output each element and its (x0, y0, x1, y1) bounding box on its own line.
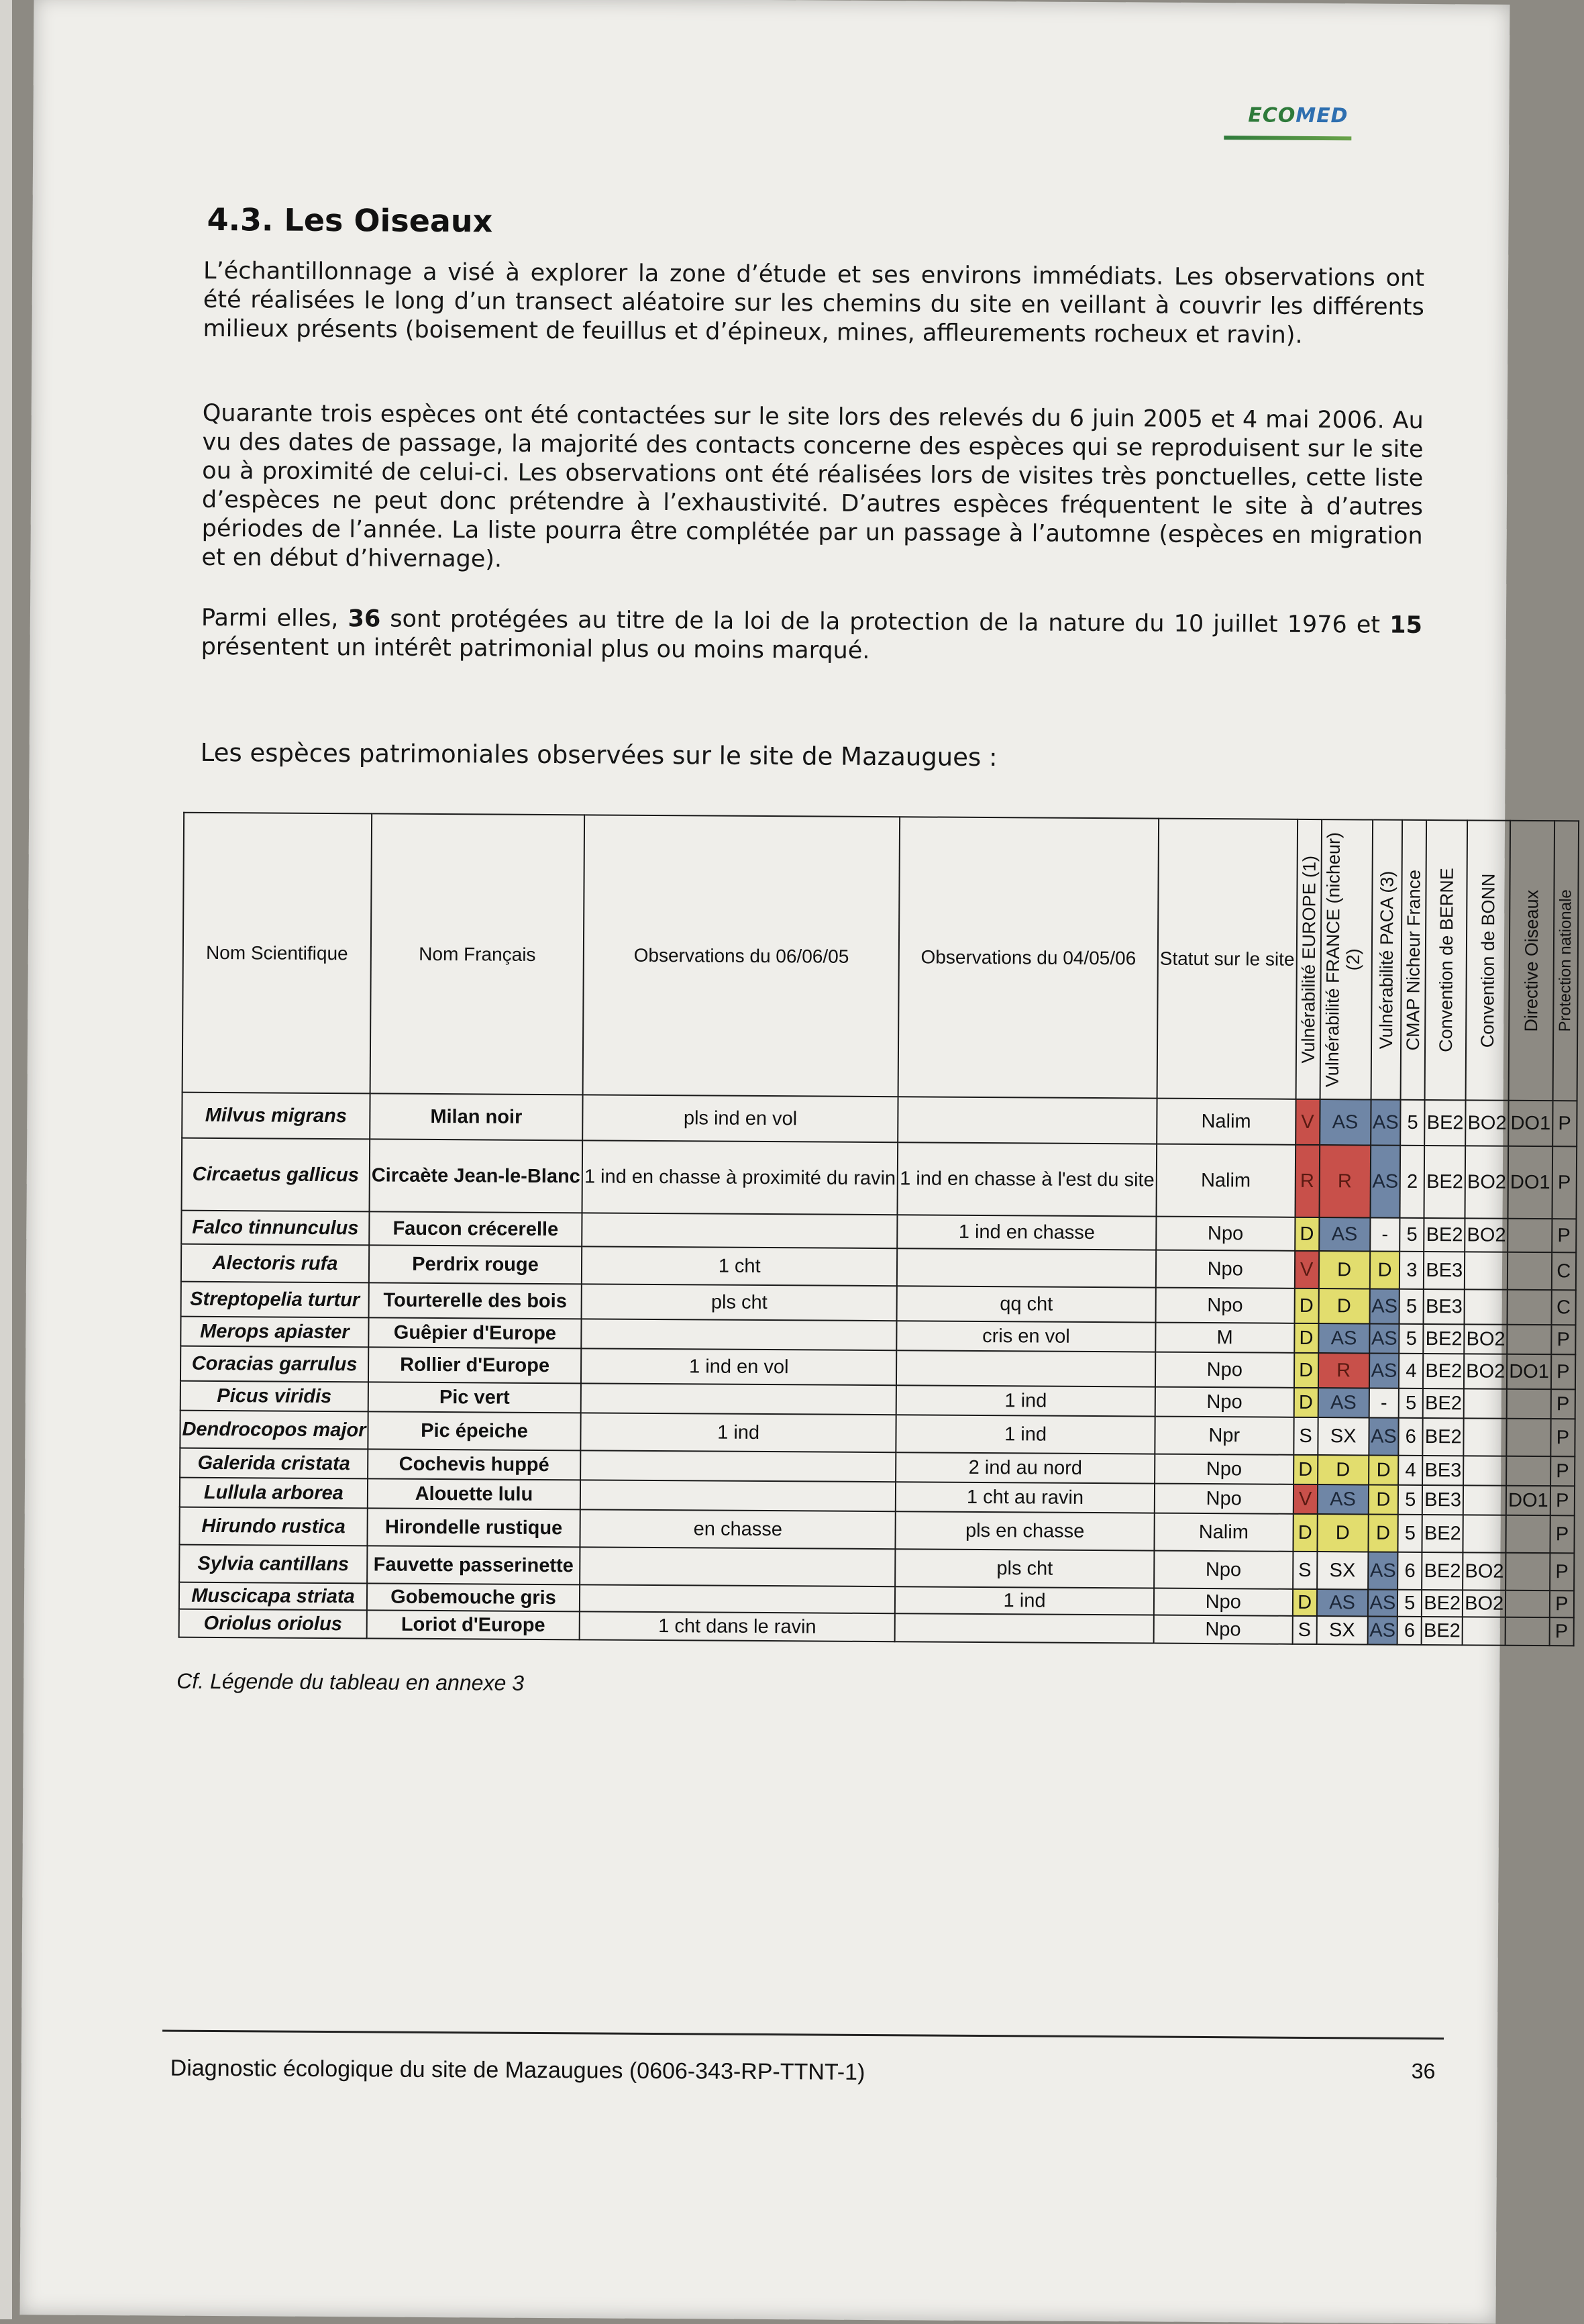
cell-vuln-eu: D (1293, 1455, 1318, 1484)
cell-cmap: 6 (1397, 1552, 1422, 1590)
cell-vuln-paca: D (1368, 1515, 1398, 1552)
cell-obs2: 1 ind en chasse (897, 1215, 1156, 1250)
cell-directive (1506, 1553, 1550, 1590)
cell-sci: Circaetus gallicus (182, 1138, 370, 1212)
cell-sci: Muscicapa striata (179, 1582, 367, 1611)
cell-sci: Hirundo rustica (179, 1507, 367, 1546)
cell-vuln-fr: AS (1320, 1099, 1371, 1145)
paragraph-2: Quarante trois espèces ont été contactées sur le site lors des relevés du 6 juin 2005 et 4 mai 2006. Au vu des dates de passage, la majorité des contacts concerne des espèces qui se reproduisent sur le site ou à proximité de celui-ci. Les observations ont été réalisées lors de visites très ponctuelles, cette liste d’espèces ne peut donc prétendre à l’exhaustivité. D’autres espèces fréquentent le site à d’autres périodes de l’année. La liste pourra être complétée par un passage à l’automne (espèces en migration et en début d’hivernage). (201, 399, 1424, 573)
cell-berne: BE2 (1424, 1100, 1465, 1146)
cell-fr: Milan noir (370, 1093, 583, 1140)
cell-cmap: 5 (1399, 1388, 1423, 1418)
table-caption: Cf. Légende du tableau en annexe 3 (176, 1668, 525, 1695)
cell-vuln-eu: V (1293, 1484, 1317, 1514)
cell-berne: BE2 (1424, 1146, 1465, 1218)
cell-vuln-fr: AS (1318, 1388, 1369, 1417)
cell-vuln-fr: D (1318, 1455, 1369, 1484)
cell-sci: Lullula arborea (180, 1478, 368, 1509)
cell-cmap: 3 (1400, 1252, 1424, 1289)
cell-vuln-fr: SX (1316, 1616, 1367, 1644)
table-header-row (182, 813, 1579, 1101)
cell-bonn: BO2 (1465, 1100, 1508, 1146)
cell-statut: Npo (1155, 1352, 1294, 1388)
cell-cmap: 6 (1397, 1617, 1422, 1645)
cell-bonn: BO2 (1463, 1590, 1506, 1617)
cell-protection: C (1552, 1252, 1576, 1290)
cell-cmap: 5 (1400, 1289, 1424, 1324)
cell-obs1 (582, 1213, 898, 1248)
cell-bonn (1465, 1289, 1508, 1324)
cell-directive (1506, 1419, 1550, 1456)
cell-protection: P (1552, 1219, 1576, 1252)
cell-cmap: 5 (1400, 1218, 1424, 1252)
cell-vuln-paca: - (1369, 1388, 1399, 1418)
cell-obs2: 1 ind (896, 1385, 1155, 1416)
logo-eco: ECO (1248, 103, 1296, 128)
cell-berne: BE3 (1422, 1456, 1463, 1485)
cell-vuln-paca: AS (1367, 1590, 1397, 1617)
cell-obs2: 1 ind (895, 1586, 1154, 1615)
page-edge (0, 0, 12, 2319)
cell-berne: BE2 (1424, 1218, 1465, 1252)
cell-fr: Loriot d'Europe (367, 1610, 580, 1639)
cell-obs1: 1 ind en chasse à proximité du ravin (582, 1140, 898, 1215)
cell-directive (1508, 1252, 1552, 1290)
cell-obs1 (580, 1547, 896, 1586)
cell-berne: BE3 (1424, 1252, 1465, 1289)
cell-obs1: 1 cht dans le ravin (580, 1611, 896, 1641)
cell-fr: Guêpier d'Europe (368, 1317, 581, 1348)
header-cmap-label: CMAP Nicheur France (1403, 869, 1424, 1051)
table-body (179, 1093, 1577, 1646)
cell-statut: M (1155, 1323, 1294, 1353)
cell-bonn (1463, 1515, 1506, 1552)
header-vuln-europe-label: Vulnérabilité EUROPE (1) (1298, 855, 1320, 1064)
cell-fr: Pic épeiche (368, 1411, 580, 1450)
p3-text-b: sont protégées au titre de la loi de la protection de la nature du 10 juillet 1976 et (380, 605, 1390, 639)
header-bonn (1466, 820, 1511, 1100)
cell-fr: Hirondelle rustique (367, 1508, 580, 1547)
cell-protection: P (1550, 1515, 1574, 1553)
cell-vuln-eu: D (1294, 1323, 1318, 1353)
cell-cmap: 4 (1399, 1354, 1423, 1388)
cell-vuln-fr: D (1317, 1514, 1368, 1552)
cell-statut: Npo (1153, 1615, 1292, 1644)
cell-fr: Rollier d'Europe (368, 1347, 581, 1383)
cell-obs1: en chasse (580, 1509, 896, 1549)
cell-vuln-fr: R (1319, 1145, 1371, 1217)
header-statut: Statut sur le site (1157, 819, 1297, 1099)
cell-statut: Npo (1156, 1217, 1295, 1251)
cell-statut: Npo (1155, 1484, 1293, 1514)
cell-cmap: 4 (1398, 1456, 1422, 1485)
cell-obs1 (581, 1319, 897, 1350)
cell-fr: Tourterelle des bois (368, 1282, 581, 1319)
cell-vuln-paca: - (1370, 1218, 1400, 1252)
cell-protection: P (1552, 1146, 1577, 1219)
cell-protection: C (1551, 1290, 1575, 1325)
cell-vuln-eu: S (1292, 1616, 1316, 1644)
cell-berne: BE3 (1424, 1289, 1465, 1324)
cell-fr: Faucon crécerelle (369, 1211, 582, 1246)
cell-vuln-paca: AS (1370, 1146, 1400, 1218)
cell-directive (1507, 1325, 1551, 1354)
cell-vuln-fr: AS (1317, 1484, 1368, 1514)
cell-cmap: 5 (1400, 1100, 1424, 1146)
cell-obs1 (580, 1584, 896, 1613)
cell-vuln-eu: D (1295, 1217, 1319, 1251)
cell-sci: Milvus migrans (182, 1093, 370, 1140)
header-directive (1509, 821, 1554, 1101)
p3-count-heritage: 15 (1389, 611, 1423, 639)
cell-vuln-paca: AS (1369, 1354, 1400, 1388)
cell-protection: P (1552, 1101, 1577, 1146)
cell-vuln-fr: D (1318, 1289, 1369, 1323)
header-protection (1552, 821, 1579, 1101)
paragraph-3 (201, 604, 1422, 669)
header-nom-scientifique: Nom Scientifique (182, 813, 372, 1094)
cell-fr: Gobemouche gris (367, 1583, 580, 1611)
cell-obs1 (580, 1450, 896, 1482)
footer-divider (162, 2030, 1444, 2040)
ecomed-logo (1248, 103, 1348, 128)
cell-berne: BE2 (1424, 1324, 1465, 1354)
cell-cmap: 6 (1399, 1418, 1423, 1456)
cell-obs2: qq cht (897, 1286, 1156, 1322)
cell-obs1: 1 cht (582, 1246, 898, 1286)
cell-directive (1506, 1515, 1550, 1553)
cell-directive (1507, 1389, 1551, 1419)
cell-berne: BE2 (1423, 1388, 1464, 1418)
cell-vuln-eu: D (1292, 1589, 1316, 1616)
cell-statut: Npo (1155, 1387, 1294, 1417)
header-berne (1425, 820, 1467, 1100)
cell-directive (1506, 1617, 1550, 1646)
cell-directive: DO1 (1508, 1146, 1552, 1219)
table-row (182, 1093, 1577, 1147)
cell-sci: Falco tinnunculus (181, 1211, 369, 1246)
cell-sci: Oriolus oriolus (179, 1609, 367, 1639)
cell-vuln-fr: R (1318, 1353, 1369, 1388)
cell-protection: P (1549, 1617, 1573, 1646)
cell-berne: BE2 (1422, 1617, 1463, 1645)
cell-protection: P (1550, 1419, 1575, 1456)
cell-bonn (1463, 1485, 1506, 1515)
p3-count-protected: 36 (348, 605, 381, 633)
cell-protection: P (1551, 1354, 1575, 1389)
p3-text-a: Parmi elles, (201, 604, 348, 633)
cell-obs2 (897, 1248, 1156, 1287)
cell-protection: P (1551, 1325, 1575, 1354)
header-nom-francais: Nom Français (370, 813, 585, 1095)
cell-vuln-eu: S (1293, 1417, 1318, 1455)
cell-vuln-paca: AS (1367, 1617, 1397, 1645)
header-protection-label: Protection nationale (1555, 889, 1575, 1032)
cell-statut: Npo (1156, 1250, 1295, 1289)
cell-sci: Alectoris rufa (181, 1244, 369, 1283)
cell-directive (1508, 1290, 1552, 1325)
cell-bonn: BO2 (1463, 1552, 1506, 1590)
cell-sci: Coracias garrulus (180, 1346, 368, 1382)
cell-bonn (1464, 1388, 1507, 1418)
species-table-wrap (178, 812, 1579, 1647)
cell-obs2 (896, 1350, 1155, 1386)
table-intro: Les espèces patrimoniales observées sur le site de Mazaugues : (200, 738, 998, 772)
cell-vuln-eu: D (1294, 1353, 1318, 1388)
cell-fr: Circaète Jean-le-Blanc (369, 1139, 582, 1213)
cell-sci: Sylvia cantillans (179, 1545, 367, 1584)
header-obs-2006: Observations du 04/05/06 (898, 817, 1159, 1098)
cell-vuln-fr: SX (1317, 1552, 1368, 1589)
header-obs-2005: Observations du 06/06/05 (583, 815, 900, 1097)
cell-statut: Npo (1154, 1551, 1293, 1589)
cell-obs1: pls ind en vol (582, 1095, 898, 1142)
cell-bonn: BO2 (1464, 1324, 1507, 1354)
cell-statut: Nalim (1156, 1144, 1295, 1217)
cell-sci: Picus viridis (180, 1381, 368, 1412)
cell-obs2: 2 ind au nord (896, 1452, 1155, 1483)
header-vuln-france-label: Vulnérabilité FRANCE (nicheur) (2) (1322, 831, 1363, 1087)
cell-sci: Galerida cristata (180, 1448, 368, 1479)
header-bonn-label: Convention de BONN (1477, 873, 1499, 1048)
cell-bonn (1463, 1456, 1506, 1485)
cell-obs2: pls cht (895, 1549, 1154, 1588)
section-title: 4.3. Les Oiseaux (207, 201, 493, 240)
logo-swoosh (1224, 136, 1351, 140)
header-berne-label: Convention de BERNE (1435, 868, 1457, 1053)
cell-vuln-eu: R (1295, 1145, 1320, 1217)
cell-statut: Npo (1155, 1454, 1293, 1484)
cell-directive (1506, 1590, 1550, 1617)
cell-fr: Fauvette passerinette (367, 1546, 580, 1584)
header-directive-label: Directive Oiseaux (1521, 889, 1542, 1032)
cell-vuln-paca: AS (1371, 1100, 1401, 1146)
cell-cmap: 5 (1397, 1590, 1422, 1617)
cell-obs2 (898, 1097, 1157, 1144)
cell-vuln-paca: D (1368, 1485, 1398, 1515)
cell-obs1: pls cht (582, 1284, 898, 1321)
header-vuln-europe (1296, 819, 1322, 1099)
page-number: 36 (1411, 2058, 1436, 2084)
cell-obs1: 1 ind en vol (581, 1348, 897, 1385)
cell-sci: Merops apiaster (180, 1317, 368, 1348)
cell-statut: Nalim (1154, 1513, 1293, 1552)
cell-berne: BE2 (1423, 1354, 1464, 1388)
cell-obs2: cris en vol (897, 1321, 1156, 1352)
cell-protection: P (1550, 1553, 1574, 1590)
cell-sci: Dendrocopos major (180, 1411, 368, 1450)
cell-vuln-eu: S (1293, 1552, 1317, 1589)
cell-vuln-eu: D (1294, 1289, 1318, 1323)
cell-vuln-fr: D (1318, 1251, 1369, 1289)
cell-vuln-eu: D (1293, 1388, 1318, 1417)
table-row (182, 1138, 1577, 1219)
cell-fr: Alouette lulu (368, 1478, 580, 1509)
cell-vuln-paca: AS (1369, 1418, 1399, 1456)
cell-fr: Perdrix rouge (369, 1245, 582, 1284)
cell-bonn: BO2 (1465, 1218, 1508, 1252)
cell-vuln-fr: SX (1318, 1417, 1369, 1455)
cell-bonn: BO2 (1464, 1354, 1507, 1388)
cell-vuln-paca: D (1369, 1252, 1400, 1289)
cell-vuln-eu: V (1294, 1251, 1318, 1289)
footer-text: Diagnostic écologique du site de Mazaugues (0606-343-RP-TTNT-1) (170, 2055, 865, 2085)
cell-cmap: 2 (1400, 1146, 1425, 1218)
cell-protection: P (1550, 1590, 1574, 1617)
cell-vuln-fr: AS (1319, 1217, 1370, 1251)
cell-protection: P (1550, 1389, 1575, 1419)
cell-statut: Npo (1155, 1288, 1294, 1323)
document-page (19, 0, 1575, 2324)
cell-vuln-eu: V (1296, 1099, 1320, 1145)
header-cmap (1401, 820, 1427, 1100)
cell-berne: BE2 (1422, 1590, 1463, 1617)
cell-directive: DO1 (1507, 1354, 1551, 1389)
cell-bonn (1463, 1617, 1506, 1645)
header-vuln-paca (1371, 820, 1402, 1100)
cell-directive (1508, 1219, 1552, 1252)
cell-vuln-paca: AS (1369, 1289, 1400, 1324)
cell-obs2: pls en chasse (896, 1511, 1155, 1550)
cell-vuln-paca: AS (1369, 1324, 1400, 1354)
cell-berne: BE2 (1422, 1552, 1463, 1590)
cell-bonn: BO2 (1465, 1146, 1509, 1218)
p3-text-c: présentent un intérêt patrimonial plus ou moins marqué. (201, 633, 870, 664)
species-table (178, 812, 1579, 1647)
cell-fr: Pic vert (368, 1382, 581, 1413)
cell-statut: Npo (1154, 1588, 1293, 1616)
cell-obs2 (895, 1613, 1154, 1643)
cell-obs2: 1 cht au ravin (896, 1482, 1155, 1513)
cell-berne: BE2 (1422, 1515, 1463, 1552)
paragraph-1: L’échantillonnage a visé à explorer la zone d’étude et ses environs immédiats. Les observations ont été réalisées le long d’un transect aléatoire sur les chemins du site en veillant à couvrir les différents milieux présents (boisement de feuillus et d’épineux, mines, affleurements rocheux et ravin). (203, 257, 1425, 349)
cell-bonn (1463, 1418, 1506, 1456)
cell-fr: Cochevis huppé (368, 1449, 580, 1480)
cell-directive: DO1 (1506, 1486, 1550, 1515)
cell-cmap: 5 (1398, 1515, 1422, 1552)
header-vuln-france (1320, 819, 1373, 1099)
cell-berne: BE2 (1423, 1418, 1464, 1456)
cell-sci: Streptopelia turtur (181, 1282, 369, 1318)
header-vuln-paca-label: Vulnérabilité PACA (3) (1375, 870, 1397, 1050)
cell-directive: DO1 (1508, 1101, 1552, 1146)
cell-directive (1506, 1456, 1550, 1486)
cell-vuln-fr: AS (1316, 1589, 1367, 1616)
cell-vuln-paca: D (1369, 1456, 1399, 1485)
cell-obs1 (580, 1480, 896, 1511)
cell-statut: Nalim (1157, 1099, 1296, 1145)
cell-cmap: 5 (1398, 1485, 1422, 1515)
cell-bonn (1465, 1252, 1508, 1289)
logo-med: MED (1296, 103, 1349, 128)
cell-obs1 (581, 1383, 897, 1415)
cell-vuln-paca: AS (1368, 1552, 1398, 1590)
cell-obs1: 1 ind (580, 1413, 896, 1452)
cell-obs2: 1 ind en chasse à l'est du site (898, 1142, 1157, 1216)
cell-protection: P (1550, 1456, 1575, 1486)
cell-obs2: 1 ind (896, 1415, 1155, 1454)
cell-cmap: 5 (1400, 1324, 1424, 1354)
cell-vuln-eu: D (1293, 1514, 1317, 1552)
cell-vuln-fr: AS (1318, 1323, 1369, 1353)
cell-berne: BE3 (1422, 1485, 1463, 1515)
cell-protection: P (1550, 1486, 1575, 1515)
cell-statut: Npr (1155, 1417, 1293, 1455)
